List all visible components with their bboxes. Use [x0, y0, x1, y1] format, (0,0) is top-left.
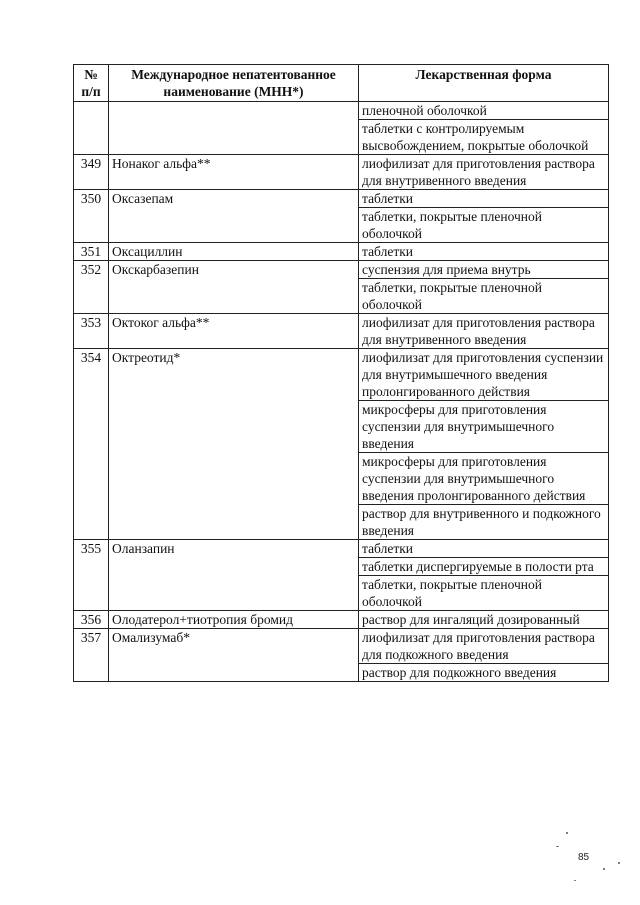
- dosage-form: таблетки диспергируемые в полости рта: [359, 558, 609, 576]
- dosage-form: лиофилизат для приготовления раствора для внутривенного введения: [359, 314, 609, 349]
- drug-forms-table: [73, 64, 609, 682]
- scan-speck: [618, 862, 620, 864]
- page-number: 85: [578, 852, 590, 863]
- drug-name: [109, 102, 359, 155]
- drug-name: Октреотид*: [109, 349, 359, 540]
- table-row: [74, 611, 609, 629]
- drug-name: Олодатерол+тиотропия бромид: [109, 611, 359, 629]
- dosage-form: раствор для ингаляций дозированный: [359, 611, 609, 629]
- table-row: [74, 314, 609, 349]
- table-row: [74, 155, 609, 190]
- dosage-form: пленочной оболочкой: [359, 102, 609, 120]
- row-number: 355: [74, 540, 109, 611]
- dosage-form: суспензия для приема внутрь: [359, 261, 609, 279]
- table-row: [74, 540, 609, 558]
- drug-name: Оксациллин: [109, 243, 359, 261]
- table-row: [74, 629, 609, 664]
- row-number: 349: [74, 155, 109, 190]
- row-number: 353: [74, 314, 109, 349]
- dosage-form: таблетки с контролируемым высвобождением, покрытые оболочкой: [359, 120, 609, 155]
- scan-speck: [566, 832, 568, 834]
- dosage-form: лиофилизат для приготовления суспензии для внутримышечного введения пролонгированного действия: [359, 349, 609, 401]
- row-number: 357: [74, 629, 109, 682]
- table-row: [74, 243, 609, 261]
- dosage-form: микросферы для приготовления суспензии для внутримышечного введения пролонгированного действия: [359, 453, 609, 505]
- row-number: [74, 102, 109, 155]
- dosage-form: таблетки, покрытые пленочной оболочкой: [359, 576, 609, 611]
- dosage-form: таблетки, покрытые пленочной оболочкой: [359, 208, 609, 243]
- scan-speck: [574, 880, 576, 881]
- table-row: [74, 349, 609, 401]
- drug-name: Оксазепам: [109, 190, 359, 243]
- scan-speck: [603, 868, 605, 870]
- drug-name: Омализумаб*: [109, 629, 359, 682]
- dosage-form: таблетки, покрытые пленочной оболочкой: [359, 279, 609, 314]
- drug-name: Окскарбазепин: [109, 261, 359, 314]
- header-dosage-form: Лекарственная форма: [359, 65, 609, 102]
- drug-name: Октоког альфа**: [109, 314, 359, 349]
- header-inn-name: Международное непатентованное наименование (МНН*): [109, 65, 359, 102]
- table-row: [74, 261, 609, 279]
- drug-name: Оланзапин: [109, 540, 359, 611]
- dosage-form: лиофилизат для приготовления раствора для внутривенного введения: [359, 155, 609, 190]
- table-header-row: [74, 65, 609, 102]
- row-number: 354: [74, 349, 109, 540]
- row-number: 350: [74, 190, 109, 243]
- dosage-form: таблетки: [359, 190, 609, 208]
- dosage-form: микросферы для приготовления суспензии для внутримышечного введения: [359, 401, 609, 453]
- table-row: [74, 102, 609, 120]
- dosage-form: таблетки: [359, 243, 609, 261]
- dosage-form: лиофилизат для приготовления раствора для подкожного введения: [359, 629, 609, 664]
- row-number: 351: [74, 243, 109, 261]
- drug-name: Нонаког альфа**: [109, 155, 359, 190]
- scan-speck: [556, 846, 559, 847]
- dosage-form: таблетки: [359, 540, 609, 558]
- dosage-form: раствор для внутривенного и подкожного введения: [359, 505, 609, 540]
- row-number: 356: [74, 611, 109, 629]
- row-number: 352: [74, 261, 109, 314]
- dosage-form: раствор для подкожного введения: [359, 664, 609, 682]
- header-number: № п/п: [74, 65, 109, 102]
- table-row: [74, 190, 609, 208]
